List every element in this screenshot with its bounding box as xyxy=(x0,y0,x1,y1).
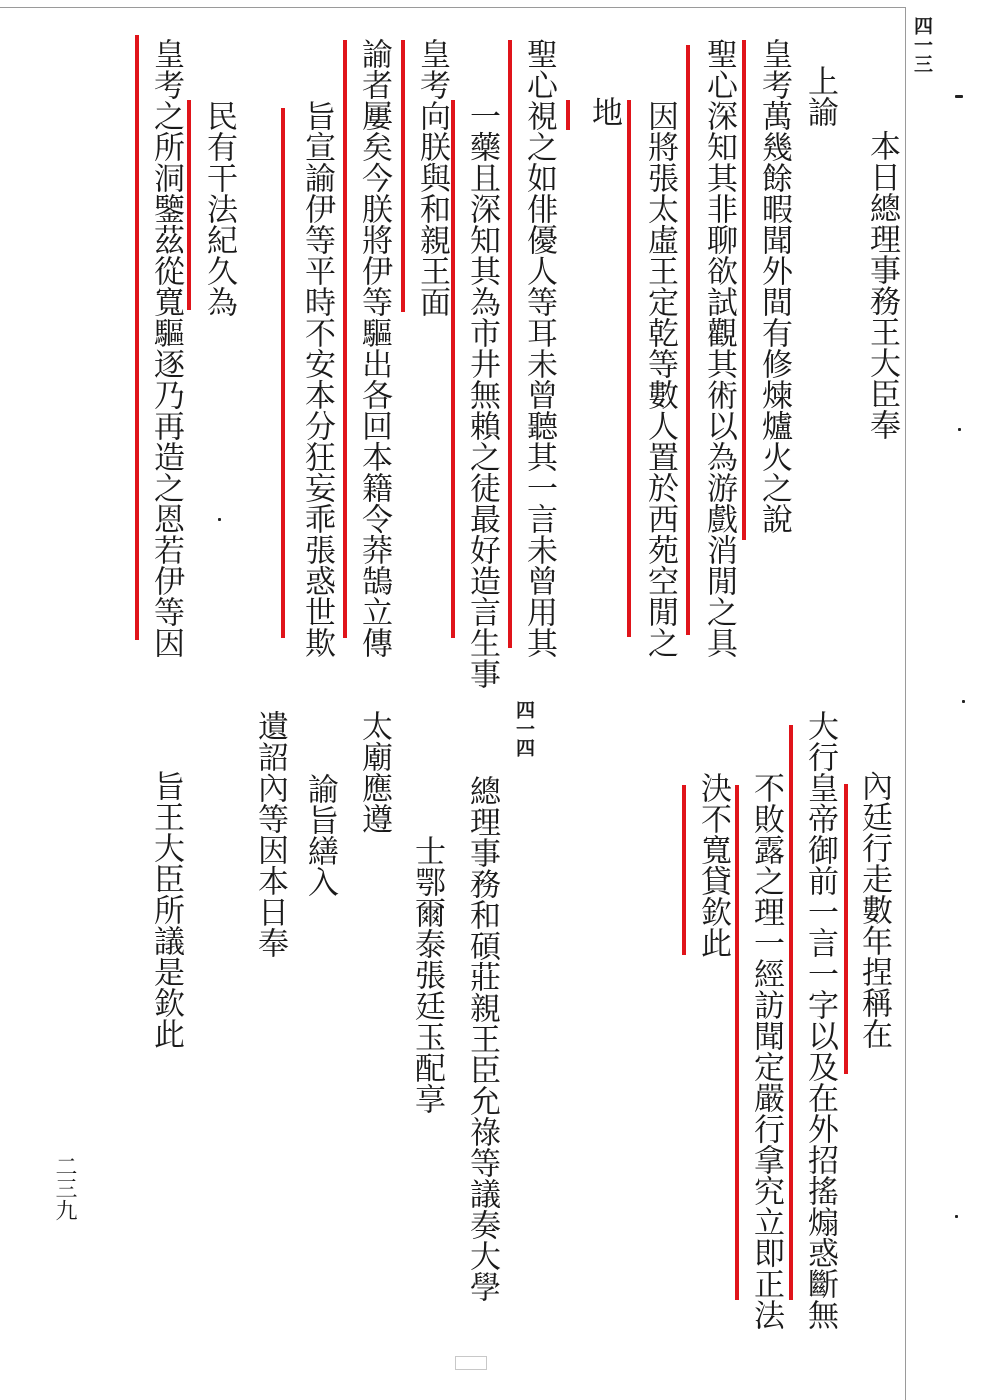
scan-speck xyxy=(962,700,965,703)
text-column: 本日總理事務王大臣奉 xyxy=(864,130,900,440)
scan-speck xyxy=(955,1215,958,1218)
red-annotation-line xyxy=(742,40,746,540)
red-annotation-line xyxy=(401,40,405,312)
page-frame-right xyxy=(905,7,906,1400)
text-column: 皇考之所洞鑒茲從寬驅逐乃再造之恩若伊等因 xyxy=(148,38,184,658)
red-annotation-line xyxy=(627,100,631,637)
text-column: 民有干法紀久為 xyxy=(201,100,237,317)
text-column: 聖心深知其非聊欲試觀其術以為游戲消閒之具 xyxy=(701,38,737,658)
red-annotation-line xyxy=(686,45,690,635)
red-annotation-line xyxy=(281,108,285,638)
text-column: 太廟應遵 xyxy=(356,710,392,834)
page-number-414: 四一四 xyxy=(513,700,535,757)
text-column: 大行皇帝御前一言一字以及在外招搖煽惑斷無 xyxy=(802,710,838,1330)
red-annotation-line xyxy=(789,725,793,1300)
scan-artifact xyxy=(455,1356,487,1370)
text-column: 不敗露之理一經訪聞定嚴行拿究立即正法 xyxy=(748,772,784,1330)
red-annotation-line xyxy=(187,100,191,310)
page-frame-top xyxy=(0,7,905,8)
red-annotation-line xyxy=(682,785,686,955)
text-column: 總理事務和碩莊親王臣允祿等議奏大學 xyxy=(464,775,500,1302)
page-number-413: 四一三 xyxy=(911,16,933,73)
text-column: 旨王大臣所議是欽此 xyxy=(148,770,184,1049)
text-column: 聖心視之如俳優人等耳未曾聽其一言未曾用其 xyxy=(521,38,557,658)
red-annotation-line xyxy=(343,40,347,638)
text-column: 皇考萬幾餘暇聞外間有修煉爐火之說 xyxy=(756,38,792,534)
text-column: 因將張太虛王定乾等數人置於西苑空閒之 xyxy=(642,100,678,658)
text-column: 諭者屢矣今朕將伊等驅出各回本籍令莽鵠立傳 xyxy=(356,38,392,658)
text-column: 地 xyxy=(586,96,622,127)
text-column: 皇考向朕與和親王面 xyxy=(414,38,450,317)
folio-number: 二三九 xyxy=(52,1155,77,1221)
scan-speck xyxy=(958,428,961,431)
scan-speck xyxy=(955,95,963,98)
text-column: 士鄂爾泰張廷玉配享 xyxy=(409,835,445,1114)
red-annotation-line xyxy=(135,35,139,640)
text-column: 一藥且深知其為市井無賴之徒最好造言生事 xyxy=(464,100,500,689)
text-column: 遺詔內等因本日奉 xyxy=(252,710,288,958)
text-column: 決不寬貸欽此 xyxy=(695,772,731,958)
text-column: 上諭 xyxy=(802,65,838,127)
red-annotation-line xyxy=(451,100,455,638)
red-annotation-line xyxy=(566,100,570,130)
red-annotation-line xyxy=(844,784,848,1074)
red-annotation-line xyxy=(735,785,739,1300)
red-annotation-line xyxy=(508,40,512,648)
scan-speck xyxy=(218,518,221,521)
text-column: 諭旨繕入 xyxy=(302,773,338,897)
text-column: 內廷行走數年捏稱在 xyxy=(856,770,892,1049)
text-column: 旨宣諭伊等平時不安本分狂妄乖張惑世欺 xyxy=(299,100,335,658)
